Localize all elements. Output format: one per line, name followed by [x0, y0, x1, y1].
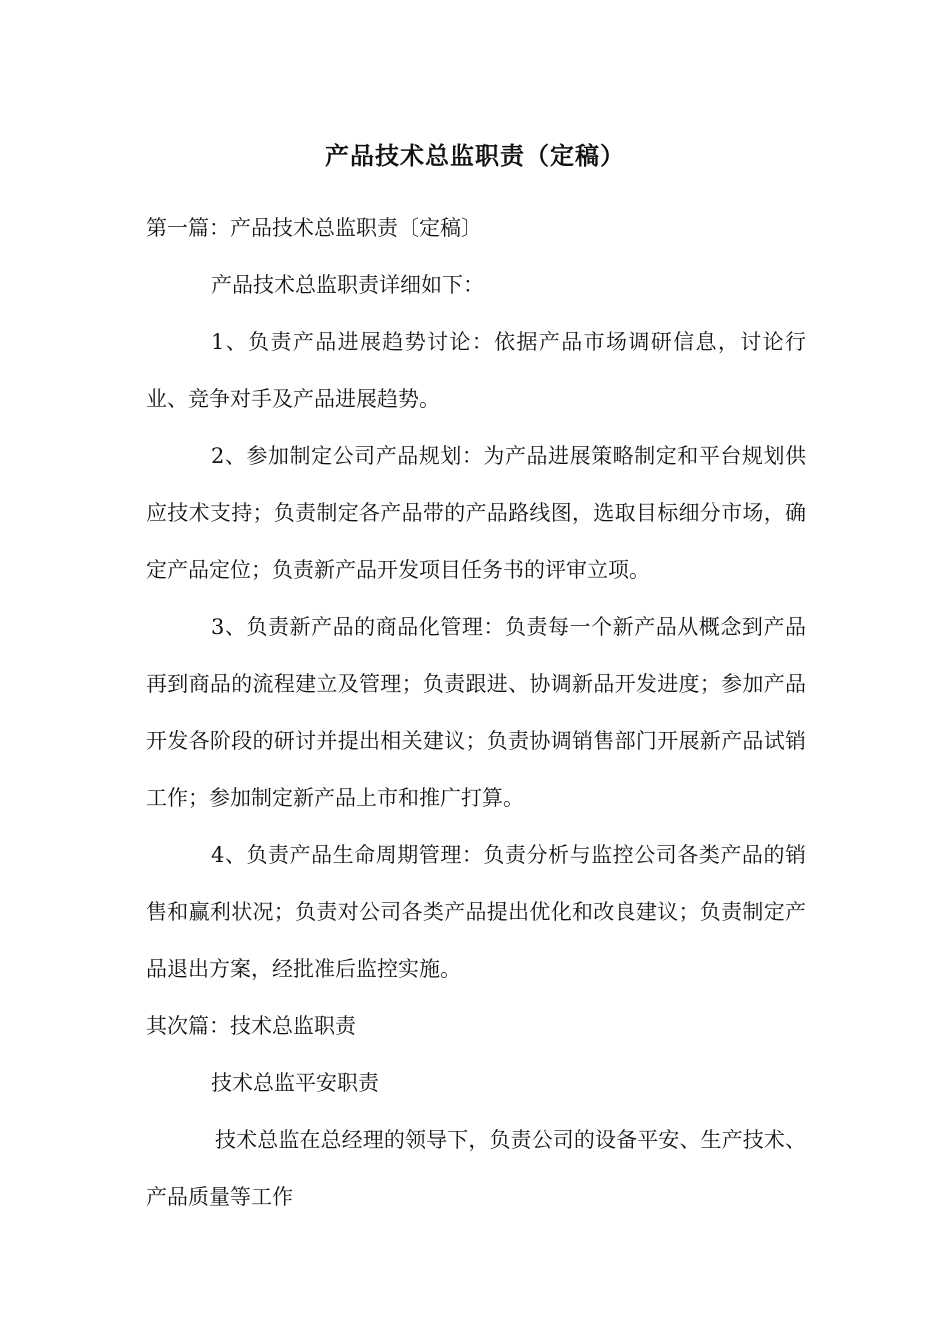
section-heading-1: 第一篇：产品技术总监职责〔定稿〕 — [146, 216, 482, 240]
document-title: 产品技术总监职责（定稿） — [325, 142, 625, 170]
paragraph-item-2: 2、参加制定公司产品规划：为产品进展策略制定和平台规划供应技术支持；负责制定各产品带的产品路线图，选取目标细分市场，确定产品定位；负责新产品开发项目任务书的评审立项。 — [146, 444, 806, 582]
paragraph-subtitle: 技术总监平安职责 — [211, 1071, 379, 1095]
paragraph-body: 技术总监在总经理的领导下，负责公司的设备平安、生产技术、产品质量等工作 — [146, 1128, 806, 1209]
section-heading-2: 其次篇：技术总监职责 — [146, 1014, 356, 1038]
paragraph-item-4: 4、负责产品生命周期管理：负责分析与监控公司各类产品的销售和赢利状况；负责对公司各类产品提出优化和改良建议；负责制定产品退出方案，经批准后监控实施。 — [146, 843, 806, 981]
paragraph-item-3: 3、负责新产品的商品化管理：负责每一个新产品从概念到产品再到商品的流程建立及管理；负责跟进、协调新品开发进度；参加产品开发各阶段的研讨并提出相关建议；负责协调销售部门开展新产品试销工作；参加制定新产品上市和推广打算。 — [146, 615, 806, 810]
paragraph-item-1: 1、负责产品进展趋势讨论：依据产品市场调研信息，讨论行业、竞争对手及产品进展趋势。 — [146, 330, 806, 411]
document-body — [146, 200, 806, 1226]
paragraph-intro: 产品技术总监职责详细如下： — [211, 273, 484, 297]
